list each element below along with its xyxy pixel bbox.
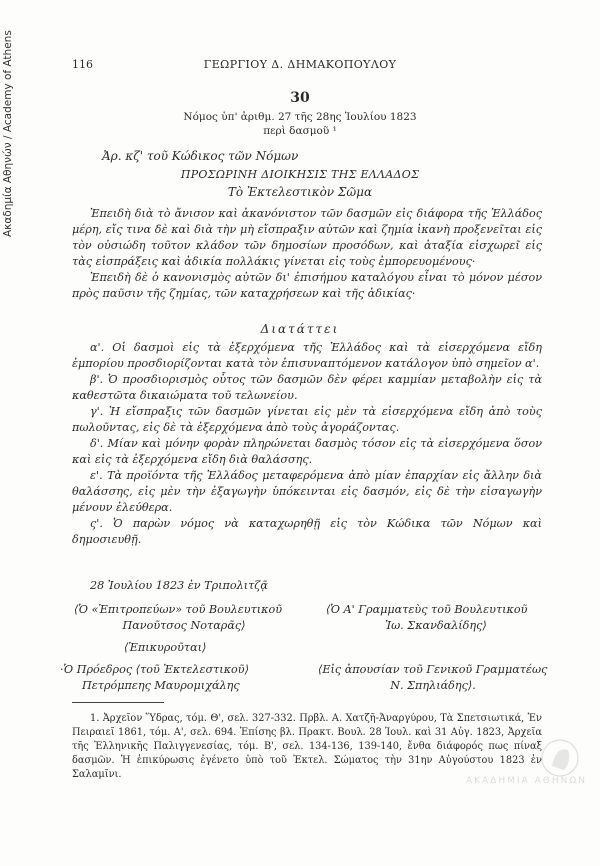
document-number: 30 <box>290 90 310 106</box>
running-head-author: ΓΕΩΡΓΙΟΥ Δ. ΔΗΜΑΚΟΠΟΥΛΟΥ <box>203 58 397 71</box>
law-title-line-2: περὶ δασμοῦ ¹ <box>263 125 337 137</box>
signature-right-top <box>326 602 546 634</box>
signature-right-bottom-name: Ν. Σπηλιάδης⟩. <box>390 679 476 692</box>
article-a: α'. Οἱ δασμοὶ εἰς τὰ ἐξερχόμενα τῆς Ἑλλάδος καὶ τὰ εἰσερχόμενα εἴδη ἐμπορίου προσδιορίζονται κατὰ τὸν ἐπισυναπτόμενον κατάλογον ὑπὸ σημεῖον α'. <box>72 341 542 370</box>
preamble-paragraph-1: Ἐπειδὴ διὰ τὸ ἄνισον καὶ ἀκανόνιστον τῶν δασμῶν εἰς διάφορα τῆς Ἑλλάδος μέρη, εἴς τινα δὲ καὶ διὰ τὴν μὴ εἴσπραξιν αὐτῶν καὶ ζημία ἱκανὴ προξενεῖται εἰς τὸν οὐσιώδη τοῦτον κλάδον τῶν δημοσίων προσόδων, καὶ ἀταξία εἰσχωρεῖ εἰς τὰς εἰσπράξεις καὶ ἀδικία πολλάκις γίνεται εἰς τοὺς ἐμπορευομένους· <box>72 207 542 268</box>
footnote-divider <box>72 702 164 703</box>
article-b: β'. Ὁ προσδιορισμὸς οὗτος τῶν δασμῶν δὲν φέρει καμμίαν μεταβολὴν εἰς τὰ καθεστῶτα δικαιώματα τοῦ τελωνείου. <box>72 373 542 402</box>
confirmation-note: ⟨Ἐπικυροῦται⟩ <box>124 641 207 654</box>
signature-right-top-name: Ἰω. Σκανδαλίδης⟩ <box>385 619 487 632</box>
article-c: γ'. Ἡ εἴσπραξις τῶν δασμῶν γίνεται εἰς μὲν τὰ εἰσερχόμενα εἴδη ἀπὸ τοὺς πωλοῦντας, εἰς δὲ τὰ ἐξερχόμενα ἀπὸ τοὺς ἀγοράζοντας. <box>72 405 542 434</box>
signature-left-top <box>74 602 294 634</box>
preamble <box>72 206 542 302</box>
signature-right-top-role: ⟨Ὁ Α' Γραμματεὺς τοῦ Βουλευτικοῦ <box>326 603 528 616</box>
date-place: 28 Ἰουλίου 1823 ἐν Τριπολιτζᾷ <box>90 579 268 592</box>
signature-left-top-role: ⟨Ὁ «Ἐπιτροπεύων» τοῦ Βουλευτικοῦ <box>74 603 283 616</box>
signature-left-bottom-name: Πετρόμπεης Μαυρομιχάλης <box>82 679 240 692</box>
law-title <box>0 110 600 138</box>
signature-left-bottom-role: ·Ὁ Πρόεδρος ⟨τοῦ Ἐκτελεστικοῦ⟩ <box>60 663 249 676</box>
signature-left-top-name: Πανοῦτσος Νοταρᾶς⟩ <box>122 619 246 632</box>
footnote-text: 1. Ἀρχεῖον Ὕδρας, τόμ. Θ', σελ. 327-332. Πρβλ. Α. Χατζῆ-Ἀναργύρου, Τὰ Σπετσιωτικά, Ἐν Πειραιεῖ 1861, τόμ. Α', σελ. 694. Ἐπίσης βλ. Πρακτ. Βουλ. 28 Ἰουλ. καὶ 31 Αὐγ. 1823, Ἀρχεῖα τῆς Ἑλληνικῆς Παλιγγενεσίας, τόμ. Β', σελ. 134-136, 139-140, ἔνθα διάφορός πως πίναξ δασμῶν. Ἡ ἐπικύρωσις ἐγένετο ὑπὸ τοῦ Ἐκτελ. Σώματος τὴν 31ην Αὐγούστου 1823 ἐν Σαλαμῖνι. <box>72 713 542 780</box>
signature-right-bottom <box>318 662 548 694</box>
government-heading: ΠΡΟΣΩΡΙΝΗ ΔΙΟΙΚΗΣΙΣ ΤΗΣ ΕΛΛΑΔΟΣ <box>180 168 420 181</box>
archive-sidebar-label: Ακαδημία Αθηνών / Academy of Athens <box>2 30 14 237</box>
article-f: ς'. Ὁ παρὼν νόμος νὰ καταχωρηθῇ εἰς τὸν Κώδικα τῶν Νόμων καὶ δημοσιευθῇ. <box>72 517 542 546</box>
signature-right-bottom-role: ⟨Εἰς ἀπουσίαν τοῦ Γενικοῦ Γραμματέως <box>318 663 548 676</box>
decree-heading: Διατάττει <box>260 322 340 336</box>
page-number: 116 <box>72 58 93 71</box>
code-title: Ἀρ. κζ' τοῦ Κώδικος τῶν Νόμων <box>102 149 299 163</box>
watermark-text: ΑΚΑΔΗΜΙΑ ΑΘΗΝΩΝ <box>466 776 587 786</box>
academy-seal-icon <box>456 736 596 806</box>
executive-heading: Τὸ Ἐκτελεστικὸν Σῶμα <box>227 185 373 199</box>
article-e: ε'. Τὰ προϊόντα τῆς Ἑλλάδος μεταφερόμενα ἀπὸ μίαν ἐπαρχίαν εἰς ἄλλην διὰ θαλάσσης, εἰς μὲν τὴν ἐξαγωγὴν ὑπόκεινται εἰς δασμόν, εἰς δὲ τὴν εἰσαγωγὴν μένουν ἐλεύθερα. <box>72 469 542 514</box>
article-d: δ'. Μίαν καὶ μόνην φορὰν πληρώνεται δασμὸς τόσον εἰς τὰ εἰσερχόμενα ὅσον καὶ εἰς τὰ ἐξερχόμενα εἴδη διὰ θαλάσσης. <box>72 437 542 466</box>
articles-list <box>72 340 542 548</box>
signature-left-bottom <box>60 662 300 694</box>
page-header <box>0 58 600 72</box>
law-title-line-1: Νόμος ὑπ' ἀριθμ. 27 τῆς 28ης Ἰουλίου 1823 <box>183 111 417 123</box>
preamble-paragraph-2: Ἐπειδὴ δὲ ὁ κανονισμὸς αὐτῶν δι' ἐπισήμου καταλόγου εἶναι τὸ μόνον μέσον πρὸς παῦσιν τῆς ζημίας, τῶν καταχρήσεων καὶ τῆς ἀδικίας· <box>72 271 542 300</box>
academy-watermark <box>456 736 596 806</box>
